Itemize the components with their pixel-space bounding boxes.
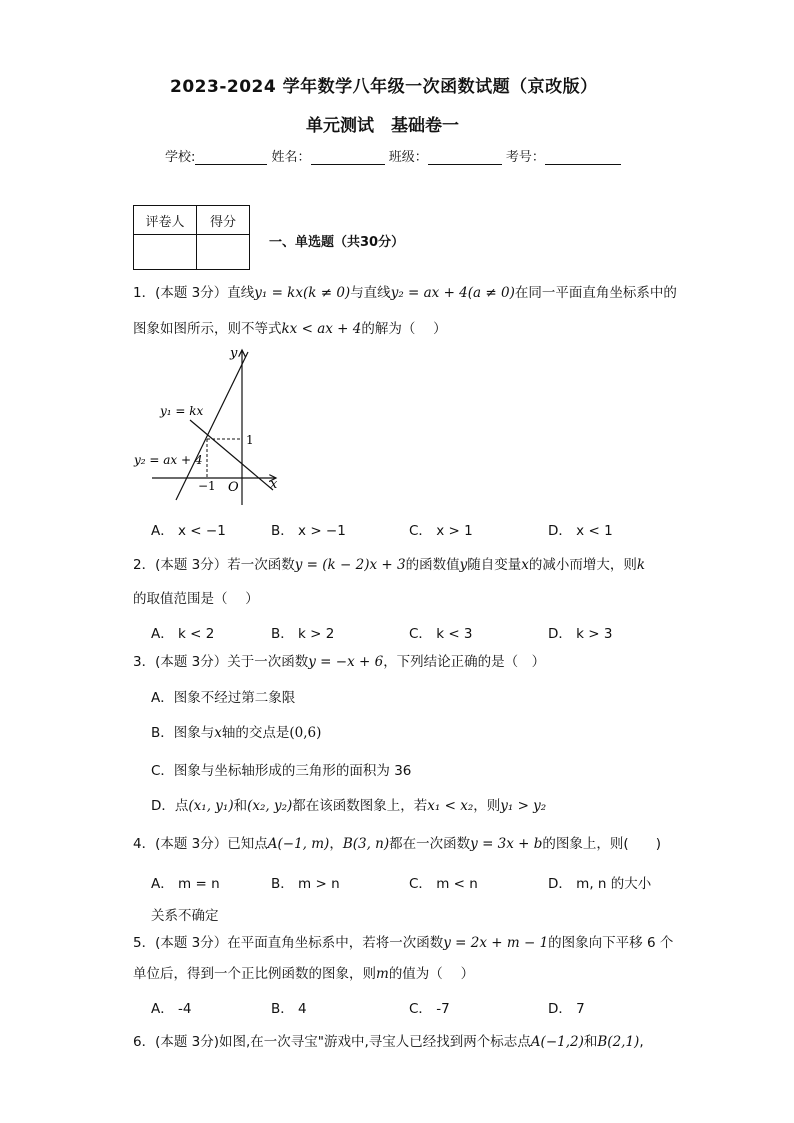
question-3-stem <box>133 653 545 671</box>
q3-optd-cond: x₁ < x₂ <box>427 798 474 814</box>
q4-option-d[interactable]: D． m, n 的大小 <box>548 876 652 892</box>
q5-tail: 的图象向下平移 6 个 <box>548 935 674 951</box>
q4-eq: y = 3x + b <box>470 836 543 852</box>
school-field[interactable] <box>195 151 267 165</box>
q2-prefix: 2．(本题 3分）若一次函数 <box>133 557 295 573</box>
x-axis-label: x <box>270 477 278 492</box>
q5-option-d[interactable]: D． 7 <box>548 1001 585 1017</box>
q3-optb-point: (0,6) <box>289 725 322 741</box>
question-2-line-2: 的取值范围是（ ） <box>133 591 259 607</box>
line-y1-label: y₁ = kx <box>160 404 204 418</box>
q5-line2-a: 单位后，得到一个正比例函数的图象，则 <box>133 966 376 982</box>
q2-var-y: y <box>459 557 468 573</box>
tick-x-label: −1 <box>198 479 216 493</box>
q2-mid: 的函数值 <box>405 557 460 573</box>
tick-y-label: 1 <box>246 433 254 447</box>
q3-option-b[interactable] <box>151 721 321 741</box>
q4-option-c[interactable]: C． m < n <box>409 876 478 892</box>
school-label: 学校: <box>165 150 196 165</box>
q1-option-b[interactable]: B． x > −1 <box>271 523 346 539</box>
q2-var-x: x <box>521 557 529 573</box>
name-label: 姓名： <box>271 150 311 165</box>
q3-option-c[interactable]: C．图象与坐标轴形成的三角形的面积为 36 <box>151 763 412 779</box>
q6-point-a: A(−1,2) <box>530 1034 584 1050</box>
q2-mid2: 随自变量 <box>467 557 522 573</box>
q3-optb-b: 轴的交点是 <box>221 725 290 741</box>
q4-mid: 都在一次函数 <box>389 836 471 852</box>
q2-var-k: k <box>636 557 646 573</box>
q4-option-b[interactable]: B． m > n <box>271 876 340 892</box>
q1-tail: 在同一平面直角坐标系中的 <box>514 285 677 301</box>
q3-optd-res: y₁ > y₂ <box>500 798 547 814</box>
q1-inequality: kx < ax + 4 <box>281 321 362 337</box>
q1-option-c[interactable]: C． x > 1 <box>409 523 473 539</box>
q3-optb-x: x <box>214 725 222 741</box>
q3-eq: y = −x + 6 <box>308 654 384 670</box>
y-axis-label: y <box>230 346 238 361</box>
exam-no-label: 考号： <box>505 150 545 165</box>
q6-prefix: 6．(本题 3分)如图,在一次寻宝"游戏中,寻宝人已经找到两个标志点 <box>133 1034 531 1050</box>
q6-tail: , <box>639 1034 644 1050</box>
q3-optd-a: D．点 <box>151 798 189 814</box>
q3-optd-b: 和 <box>233 798 248 814</box>
q2-eq: y = (k − 2)x + 3 <box>294 557 406 573</box>
q1-mid: 与直线 <box>350 285 391 301</box>
q4-point-a: A(−1, m) <box>267 836 330 852</box>
q5-option-c[interactable]: C． -7 <box>409 1001 450 1017</box>
grader-cell[interactable] <box>134 235 197 270</box>
q1-text-a: 图象如图所示，则不等式 <box>133 321 282 337</box>
question-1-line-1 <box>133 284 677 302</box>
q5-prefix: 5．(本题 3分）在平面直角坐标系中，若将一次函数 <box>133 935 444 951</box>
question-5-line-1 <box>133 934 673 952</box>
class-label: 班级： <box>388 150 428 165</box>
q4-prefix: 4．(本题 3分）已知点 <box>133 836 268 852</box>
q1-text-b: 的解为（ ） <box>361 321 447 337</box>
q1-eq-1: y₁ = kx(k ≠ 0) <box>254 285 351 301</box>
q3-optd-p2: (x₂, y₂) <box>247 798 293 814</box>
student-info-row <box>165 146 621 165</box>
score-header: 得分 <box>197 206 250 235</box>
q1-prefix: 1．(本题 3分）直线 <box>133 285 255 301</box>
q4-tail: 的图象上，则( ) <box>542 836 661 852</box>
origin-label: O <box>228 480 239 495</box>
question-5-line-2 <box>133 965 474 983</box>
q2-option-a[interactable]: A． k < 2 <box>151 626 215 642</box>
q3-option-d[interactable] <box>151 794 546 814</box>
score-table <box>133 205 250 270</box>
q6-point-b: B(2,1) <box>597 1034 640 1050</box>
q2-option-c[interactable]: C． k < 3 <box>409 626 473 642</box>
question-1-line-2 <box>133 320 447 338</box>
q4-option-d-continued: 关系不确定 <box>151 908 219 924</box>
name-field[interactable] <box>311 151 385 165</box>
class-field[interactable] <box>428 151 502 165</box>
line-y2-label: y₂ = ax + 4 <box>134 453 203 467</box>
q3-optb-a: B．图象与 <box>151 725 215 741</box>
question-4-stem <box>133 835 661 853</box>
section-heading: 一、单选题（共30分） <box>269 235 405 250</box>
q3-optd-c: 都在该函数图象上，若 <box>292 798 428 814</box>
question-2-line-1 <box>133 556 645 574</box>
q3-option-a[interactable]: A．图象不经过第二象限 <box>151 690 296 706</box>
q3-optd-p1: (x₁, y₁) <box>188 798 234 814</box>
q3-optd-d: ，则 <box>473 798 501 814</box>
q2-option-d[interactable]: D． k > 3 <box>548 626 613 642</box>
page-subtitle: 单元测试 基础卷一 <box>306 116 459 136</box>
q5-eq: y = 2x + m − 1 <box>443 935 549 951</box>
exam-no-field[interactable] <box>545 151 621 165</box>
q5-line2-b: 的值为（ ） <box>388 966 475 982</box>
page-title: 2023-2024 学年数学八年级一次函数试题（京改版） <box>170 77 598 97</box>
question-6-stem <box>133 1033 644 1051</box>
q3-tail: ，下列结论正确的是（ ） <box>383 654 546 670</box>
q2-option-b[interactable]: B． k > 2 <box>271 626 335 642</box>
q1-graph <box>130 340 290 510</box>
q4-option-a[interactable]: A． m = n <box>151 876 220 892</box>
q5-var-m: m <box>376 966 389 982</box>
q5-option-a[interactable]: A． -4 <box>151 1001 192 1017</box>
q5-option-b[interactable]: B． 4 <box>271 1001 307 1017</box>
q1-eq-2: y₂ = ax + 4(a ≠ 0) <box>390 285 515 301</box>
q1-option-d[interactable]: D． x < 1 <box>548 523 613 539</box>
grader-header: 评卷人 <box>134 206 197 235</box>
q3-prefix: 3．(本题 3分）关于一次函数 <box>133 654 309 670</box>
q4-sep: ， <box>329 836 343 852</box>
q1-option-a[interactable]: A． x < −1 <box>151 523 226 539</box>
score-cell[interactable] <box>197 235 250 270</box>
q2-mid3: 的减小而增大，则 <box>528 557 637 573</box>
q6-mid: 和 <box>583 1034 598 1050</box>
q4-point-b: B(3, n) <box>342 836 390 852</box>
